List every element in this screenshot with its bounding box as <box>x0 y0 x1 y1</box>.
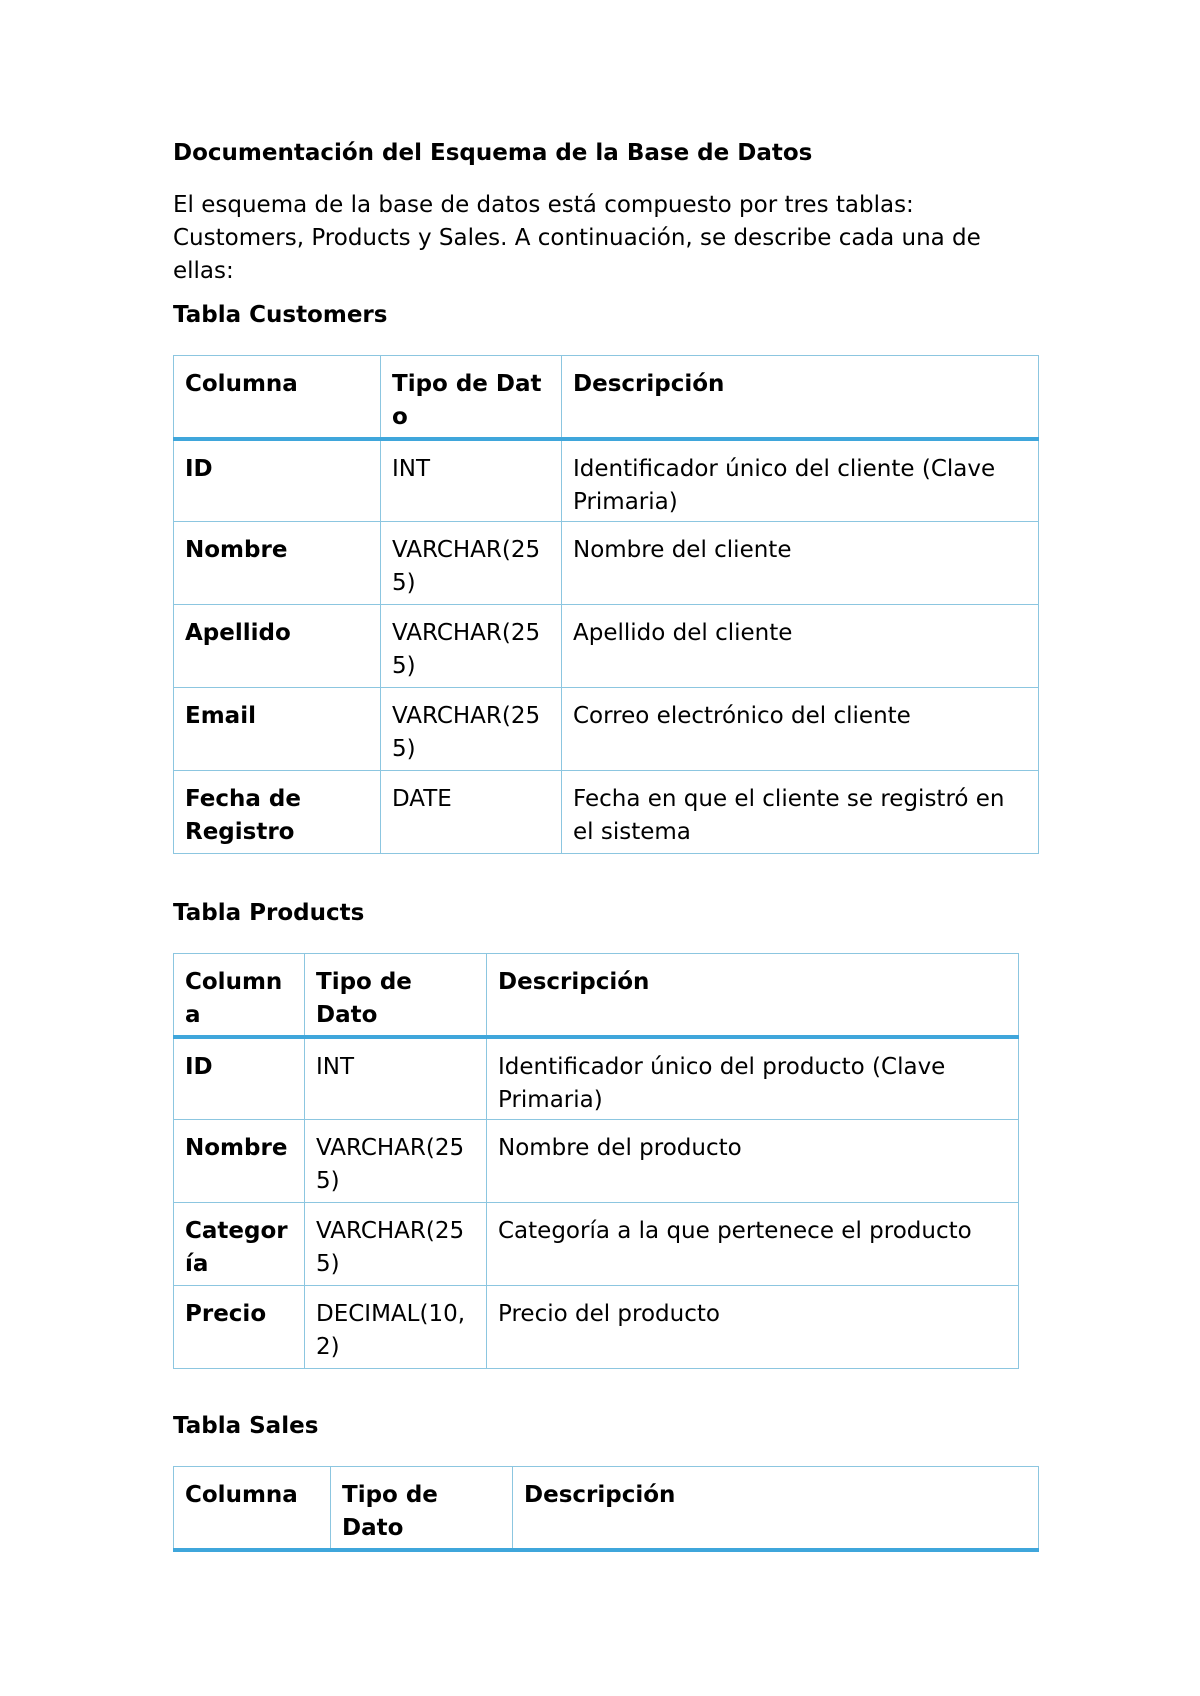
cell-type: INT <box>381 439 562 522</box>
sales-section-title: Tabla Sales <box>173 1413 319 1439</box>
sales-table <box>173 1466 1039 1552</box>
header-column: Columna <box>174 356 381 439</box>
cell-description: Nombre del producto <box>487 1120 1019 1203</box>
table-row <box>174 1037 1019 1120</box>
header-description: Descripción <box>562 356 1039 439</box>
table-row <box>174 605 1039 688</box>
cell-column: Categoría <box>174 1203 305 1286</box>
cell-description: Correo electrónico del cliente <box>562 688 1039 771</box>
cell-description: Identificador único del producto (Clave Primaria) <box>487 1037 1019 1120</box>
cell-column: Apellido <box>174 605 381 688</box>
customers-section-title: Tabla Customers <box>173 302 388 328</box>
header-type: Tipo de Dato <box>305 954 487 1037</box>
table-row <box>174 522 1039 605</box>
cell-column: ID <box>174 439 381 522</box>
cell-description: Fecha en que el cliente se registró en el sistema <box>562 771 1039 854</box>
table-row <box>174 1120 1019 1203</box>
products-section-title: Tabla Products <box>173 900 365 926</box>
header-description: Descripción <box>487 954 1019 1037</box>
cell-column: Email <box>174 688 381 771</box>
document-title: Documentación del Esquema de la Base de Datos <box>173 140 813 166</box>
cell-type: VARCHAR(255) <box>305 1203 487 1286</box>
cell-description: Nombre del cliente <box>562 522 1039 605</box>
table-row <box>174 771 1039 854</box>
table-header-row <box>174 356 1039 439</box>
table-header-row <box>174 1467 1039 1550</box>
products-table <box>173 953 1019 1369</box>
cell-column: Nombre <box>174 1120 305 1203</box>
cell-column: ID <box>174 1037 305 1120</box>
intro-paragraph: El esquema de la base de datos está compuesto por tres tablas: Customers, Products y Sales. A continuación, se describe cada una de ellas: <box>173 192 981 284</box>
cell-type: VARCHAR(255) <box>381 605 562 688</box>
cell-description: Apellido del cliente <box>562 605 1039 688</box>
cell-description: Identificador único del cliente (Clave Primaria) <box>562 439 1039 522</box>
table-row <box>174 1203 1019 1286</box>
cell-type: DATE <box>381 771 562 854</box>
cell-type: VARCHAR(255) <box>381 522 562 605</box>
cell-description: Categoría a la que pertenece el producto <box>487 1203 1019 1286</box>
cell-type: VARCHAR(255) <box>305 1120 487 1203</box>
cell-description: Precio del producto <box>487 1286 1019 1369</box>
cell-column: Precio <box>174 1286 305 1369</box>
table-row <box>174 1286 1019 1369</box>
customers-table <box>173 355 1039 854</box>
table-row <box>174 439 1039 522</box>
cell-column: Fecha de Registro <box>174 771 381 854</box>
cell-type: DECIMAL(10,2) <box>305 1286 487 1369</box>
cell-column: Nombre <box>174 522 381 605</box>
table-header-row <box>174 954 1019 1037</box>
cell-type: INT <box>305 1037 487 1120</box>
header-column: Columna <box>174 1467 331 1550</box>
table-row <box>174 688 1039 771</box>
header-type: Tipo de Dato <box>381 356 562 439</box>
cell-type: VARCHAR(255) <box>381 688 562 771</box>
header-type: Tipo de Dato <box>331 1467 513 1550</box>
header-column: Columna <box>174 954 305 1037</box>
header-description: Descripción <box>513 1467 1039 1550</box>
